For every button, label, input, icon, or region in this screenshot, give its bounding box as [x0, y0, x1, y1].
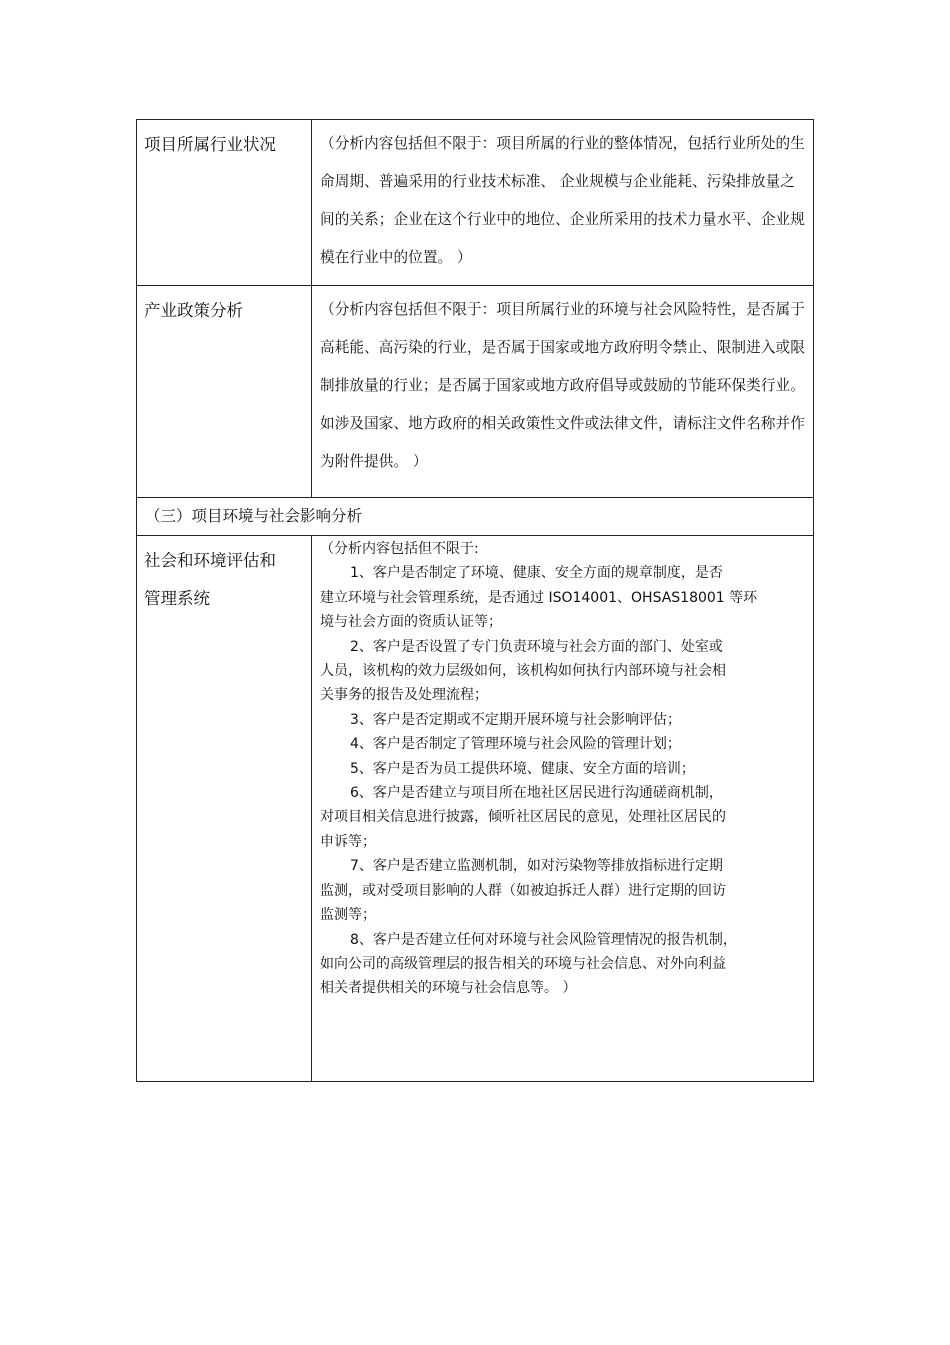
section-title: （三）项目环境与社会影响分析	[145, 507, 363, 525]
list-item: 4、客户是否制定了管理环境与社会风险的管理计划；	[350, 736, 681, 753]
row-content: （分析内容包括但不限于：项目所属行业的环境与社会风险特性，是否属于高耗能、高污染的行业，是否属于国家或地方政府明令禁止、限制进入或限制排放量的行业；是否属于国家或地方政府倡导或鼓励的节能环保类行业。如涉及国家、地方政府的相关政策性文件或法律文件，请标注文件名称并作为附件提供。 ）	[320, 301, 805, 470]
list-item: 8、客户是否建立任何对环境与社会风险管理情况的报告机制， 如向公司的高级管理层的报告相关的环境与社会信息、对外向利益 相关者提供相关的环境与社会信息等。 ）	[320, 931, 737, 997]
list-item: 7、客户是否建立监测机制，如对污染物等排放指标进行定期 监测，或对受项目影响的人群（如被迫拆迁人群）进行定期的回访 监测等；	[320, 858, 726, 924]
row-label: 项目所属行业状况	[137, 120, 312, 286]
table-row	[137, 286, 814, 498]
row-content: （分析内容包括但不限于：项目所属的行业的整体情况，包括行业所处的生命周期、普遍采用的行业技术标准、 企业规模与企业能耗、污染排放量之间的关系；企业在这个行业中的地位、企业所采用的技术力量水平、企业规模在行业中的位置。 ）	[320, 135, 805, 266]
list-item: 1、客户是否制定了环境、健康、安全方面的规章制度，是否 建立环境与社会管理系统，是否通过 ISO14001、OHSAS18001 等环 境与社会方面的资质认证等；	[320, 565, 758, 631]
list-item: 3、客户是否定期或不定期开展环境与社会影响评估；	[350, 711, 681, 728]
section-header-row	[137, 498, 814, 536]
row-label-line: 社会和环境评估和	[144, 551, 276, 570]
row-label: 产业政策分析	[137, 286, 312, 498]
list-item: 6、客户是否建立与项目所在地社区居民进行沟通磋商机制， 对项目相关信息进行披露，倾听社区居民的意见，处理社区居民的 申诉等；	[320, 785, 726, 850]
esms-list	[312, 536, 813, 1001]
list-item: 2、客户是否设置了专门负责环境与社会方面的部门、处室或 人员，该机构的效力层级如何，该机构如何执行内部环境与社会相 关事务的报告及处理流程；	[320, 638, 726, 704]
table-row	[137, 120, 814, 286]
document-table	[136, 119, 814, 1082]
row-label-line: 管理系统	[144, 589, 210, 608]
row-label	[137, 536, 312, 1082]
table-row	[137, 536, 814, 1082]
list-item: 5、客户是否为员工提供环境、健康、安全方面的培训；	[350, 760, 695, 777]
list-intro: （分析内容包括但不限于:	[320, 541, 479, 557]
